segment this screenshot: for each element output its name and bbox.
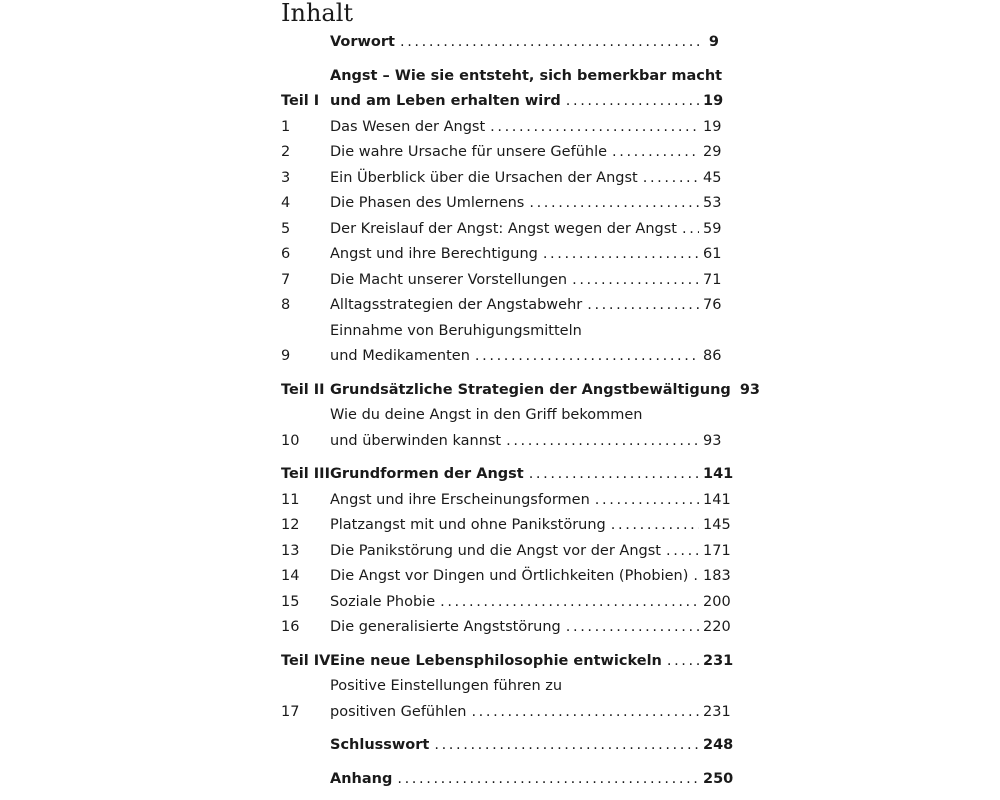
toc-entry-title-line: Wie du deine Angst in den Griff bekommen (330, 407, 643, 423)
toc-entry-last-line (330, 513, 731, 539)
toc-entry-last-line (330, 590, 731, 616)
toc-entry-title-line: Vorwort (330, 34, 395, 50)
toc-entry[interactable] (281, 319, 722, 370)
toc-entry-title-line: Angst und ihre Berechtigung (330, 246, 538, 262)
toc-entry-page-number: 231 (703, 652, 734, 669)
toc-entry-number: 2 (281, 144, 291, 160)
toc-entry-title-line: Das Wesen der Angst (330, 118, 486, 135)
toc-entry-page-number: 93 (703, 432, 722, 449)
toc-entry-number: Teil IV (281, 652, 331, 669)
section-gap (281, 370, 719, 378)
toc-entry-last-line (330, 191, 722, 217)
toc-list (281, 30, 760, 792)
section-gap (281, 454, 719, 462)
toc-entry[interactable] (281, 242, 722, 268)
toc-entry-number: 1 (281, 118, 291, 135)
toc-entry-body (330, 115, 722, 141)
toc-entry-body (330, 564, 731, 590)
dot-leader (612, 140, 699, 166)
toc-entry-last-line (330, 564, 731, 590)
toc-entry-number: 10 (281, 432, 300, 449)
toc-entry[interactable] (281, 30, 719, 56)
toc-entry-number: Teil II (281, 381, 325, 398)
toc-entry[interactable] (281, 564, 731, 590)
toc-entry[interactable] (281, 539, 731, 565)
toc-entry-title-line: Positive Einstellungen führen zu (330, 678, 563, 694)
toc-entry-page-number: 248 (703, 737, 734, 753)
dot-leader (587, 293, 699, 319)
toc-entry-last-line (330, 378, 760, 404)
dot-leader (475, 344, 699, 370)
dot-leader (529, 191, 699, 217)
toc-entry-number: 5 (281, 220, 291, 237)
toc-entry-page-number: 145 (703, 517, 731, 533)
toc-entry-last-line (330, 767, 734, 793)
toc-entry[interactable] (281, 115, 722, 141)
toc-entry-body (330, 513, 731, 539)
toc-entry-page-number: 19 (703, 93, 724, 109)
toc-entry-page-number: 86 (703, 348, 722, 364)
toc-entry-page-number: 61 (703, 246, 722, 262)
toc-entry-body (330, 64, 724, 115)
toc-entry-title-line: Der Kreislauf der Angst: Angst wegen der Angst (330, 220, 677, 237)
toc-entry[interactable] (281, 462, 734, 488)
toc-entry-title-line: Schlusswort (330, 737, 430, 753)
toc-entry-number: 17 (281, 703, 300, 720)
toc-entry-title-line: Die Phasen des Umlernens (330, 195, 525, 211)
dot-leader (506, 429, 699, 455)
toc-entry-page-number: 45 (703, 169, 722, 186)
dot-leader (543, 242, 699, 268)
toc-entry-number: 14 (281, 568, 300, 584)
toc-entry-body (330, 378, 760, 404)
dot-leader (643, 166, 699, 192)
toc-entry-title-line: Ein Überblick über die Ursachen der Angst (330, 169, 638, 186)
toc-entry-last-line (330, 30, 719, 56)
toc-entry[interactable] (281, 64, 724, 115)
toc-entry-last-line (330, 429, 722, 455)
toc-entry[interactable] (281, 217, 722, 243)
section-gap (281, 759, 719, 767)
toc-entry-title-line: Angst und ihre Erscheinungsformen (330, 491, 590, 508)
toc-entry-last-line (330, 293, 722, 319)
toc-entry-page-number: 141 (703, 466, 734, 482)
toc-entry-last-line (330, 462, 734, 488)
toc-entry-number: 3 (281, 169, 291, 186)
toc-entry[interactable] (281, 140, 722, 166)
dot-leader (566, 89, 699, 115)
toc-entry[interactable] (281, 378, 760, 404)
section-gap (281, 56, 719, 64)
dot-leader (595, 488, 699, 514)
dot-leader (693, 564, 699, 590)
toc-entry-last-line (330, 649, 734, 675)
toc-entry-last-line (330, 115, 722, 141)
toc-entry-last-line (330, 89, 724, 115)
toc-entry-number: 15 (281, 593, 300, 610)
toc-entry-body (330, 590, 731, 616)
toc-entry-last-line (330, 344, 722, 370)
toc-entry[interactable] (281, 590, 731, 616)
section-gap (281, 641, 719, 649)
toc-entry-last-line (330, 539, 731, 565)
toc-entry-body (330, 488, 731, 514)
dot-leader (440, 590, 699, 616)
toc-entry-body (330, 767, 734, 793)
dot-leader (400, 30, 699, 56)
toc-entry-title-line: Die generalisierte Angststörung (330, 619, 561, 635)
toc-entry-last-line (330, 733, 734, 759)
toc-entry-last-line (330, 166, 722, 192)
toc-entry-title-line: und am Leben erhalten wird (330, 93, 561, 109)
toc-entry-title-line: Alltagsstrategien der Angstabwehr (330, 297, 583, 313)
toc-entry-title-line: und Medikamenten (330, 348, 470, 364)
toc-entry-body (330, 733, 734, 759)
toc-entry-title-line: Grundsätzliche Strategien der Angstbewältigung (330, 381, 731, 398)
dot-leader (529, 462, 699, 488)
toc-entry-number: Teil III (281, 466, 330, 482)
toc-entry-body (330, 30, 719, 56)
toc-entry-number: 6 (281, 246, 291, 262)
toc-entry[interactable] (281, 767, 734, 793)
toc-entry[interactable] (281, 191, 722, 217)
toc-entry-number: 12 (281, 517, 300, 533)
toc-entry-title-line: Platzangst mit und ohne Panikstörung (330, 517, 606, 533)
toc-entry-last-line (330, 242, 722, 268)
dot-leader (434, 733, 699, 759)
dot-leader (397, 767, 699, 793)
toc-entry-number: 13 (281, 542, 300, 559)
toc-entry-body (330, 319, 722, 370)
toc-entry[interactable] (281, 293, 722, 319)
toc-entry-page-number: 141 (703, 491, 731, 508)
toc-entry-title-line: Die Macht unserer Vorstellungen (330, 271, 568, 288)
toc-entry[interactable] (281, 403, 722, 454)
toc-entry-title-line: Die wahre Ursache für unsere Gefühle (330, 144, 608, 160)
toc-entry-page-number: 76 (703, 297, 722, 313)
toc-entry-title-line: Die Panikstörung und die Angst vor der Angst (330, 542, 661, 559)
toc-entry[interactable] (281, 166, 722, 192)
toc-entry-body (330, 649, 734, 675)
page-title: Inhalt (281, 0, 354, 27)
table-of-contents (281, 0, 760, 792)
toc-entry-title-line: Soziale Phobie (330, 593, 436, 610)
toc-entry-title-line: Anhang (330, 770, 393, 787)
toc-entry-title-line: positiven Gefühlen (330, 703, 467, 720)
toc-entry-body (330, 403, 722, 454)
toc-entry-last-line (330, 268, 722, 294)
toc-entry-body (330, 539, 731, 565)
toc-entry-body (330, 217, 722, 243)
toc-entry-number: 16 (281, 619, 300, 635)
toc-entry-number: Teil I (281, 93, 320, 109)
dot-leader (682, 217, 699, 243)
toc-entry-page-number: 220 (703, 619, 731, 635)
toc-entry-body (330, 191, 722, 217)
dot-leader (667, 649, 699, 675)
toc-entry-last-line (330, 615, 731, 641)
toc-entry-body (330, 242, 722, 268)
toc-entry-number: 4 (281, 195, 291, 211)
toc-entry[interactable] (281, 488, 731, 514)
toc-entry-page-number: 250 (703, 770, 734, 787)
toc-entry-number: 7 (281, 271, 291, 288)
toc-entry-last-line (330, 700, 731, 726)
toc-entry-page-number: 53 (703, 195, 722, 211)
toc-entry-title-line: Grundformen der Angst (330, 466, 524, 482)
dot-leader (666, 539, 699, 565)
toc-entry-last-line (330, 140, 722, 166)
toc-entry-body (330, 268, 722, 294)
toc-entry-last-line (330, 217, 722, 243)
toc-entry-body (330, 462, 734, 488)
toc-entry-page-number: 183 (703, 568, 731, 584)
toc-entry-title-line: und überwinden kannst (330, 432, 502, 449)
toc-entry-body (330, 615, 731, 641)
toc-entry-page-number: 71 (703, 271, 722, 288)
toc-entry-title-line: Einnahme von Beruhigungsmitteln (330, 322, 582, 339)
toc-entry[interactable] (281, 674, 731, 725)
dot-leader (572, 268, 699, 294)
dot-leader (471, 700, 699, 726)
toc-entry-body (330, 293, 722, 319)
toc-entry-number: 9 (281, 348, 291, 364)
toc-entry-number: 8 (281, 297, 291, 313)
toc-entry-page-number: 29 (703, 144, 722, 160)
toc-entry-last-line (330, 488, 731, 514)
toc-entry-page-number: 19 (703, 118, 722, 135)
toc-entry-title-line: Die Angst vor Dingen und Örtlichkeiten (Phobien) (330, 568, 689, 584)
toc-entry-page-number: 200 (703, 593, 731, 610)
toc-entry-body (330, 140, 722, 166)
toc-entry-title-line: Angst – Wie sie entsteht, sich bemerkbar macht (330, 67, 723, 84)
toc-entry-page-number: 93 (739, 381, 760, 398)
toc-entry-page-number: 59 (703, 220, 722, 237)
toc-entry[interactable] (281, 733, 734, 759)
dot-leader (611, 513, 699, 539)
toc-entry-body (330, 674, 731, 725)
section-gap (281, 725, 719, 733)
toc-entry-title-line: Eine neue Lebensphilosophie entwickeln (330, 652, 662, 669)
toc-entry[interactable] (281, 615, 731, 641)
dot-leader (566, 615, 699, 641)
toc-entry-page-number: 231 (703, 703, 731, 720)
toc-entry-number: 11 (281, 491, 300, 508)
toc-entry[interactable] (281, 649, 734, 675)
dot-leader (490, 115, 699, 141)
toc-entry-page-number: 9 (708, 34, 719, 50)
toc-entry-page-number: 171 (703, 542, 731, 559)
toc-entry-body (330, 166, 722, 192)
toc-entry[interactable] (281, 513, 731, 539)
toc-entry[interactable] (281, 268, 722, 294)
